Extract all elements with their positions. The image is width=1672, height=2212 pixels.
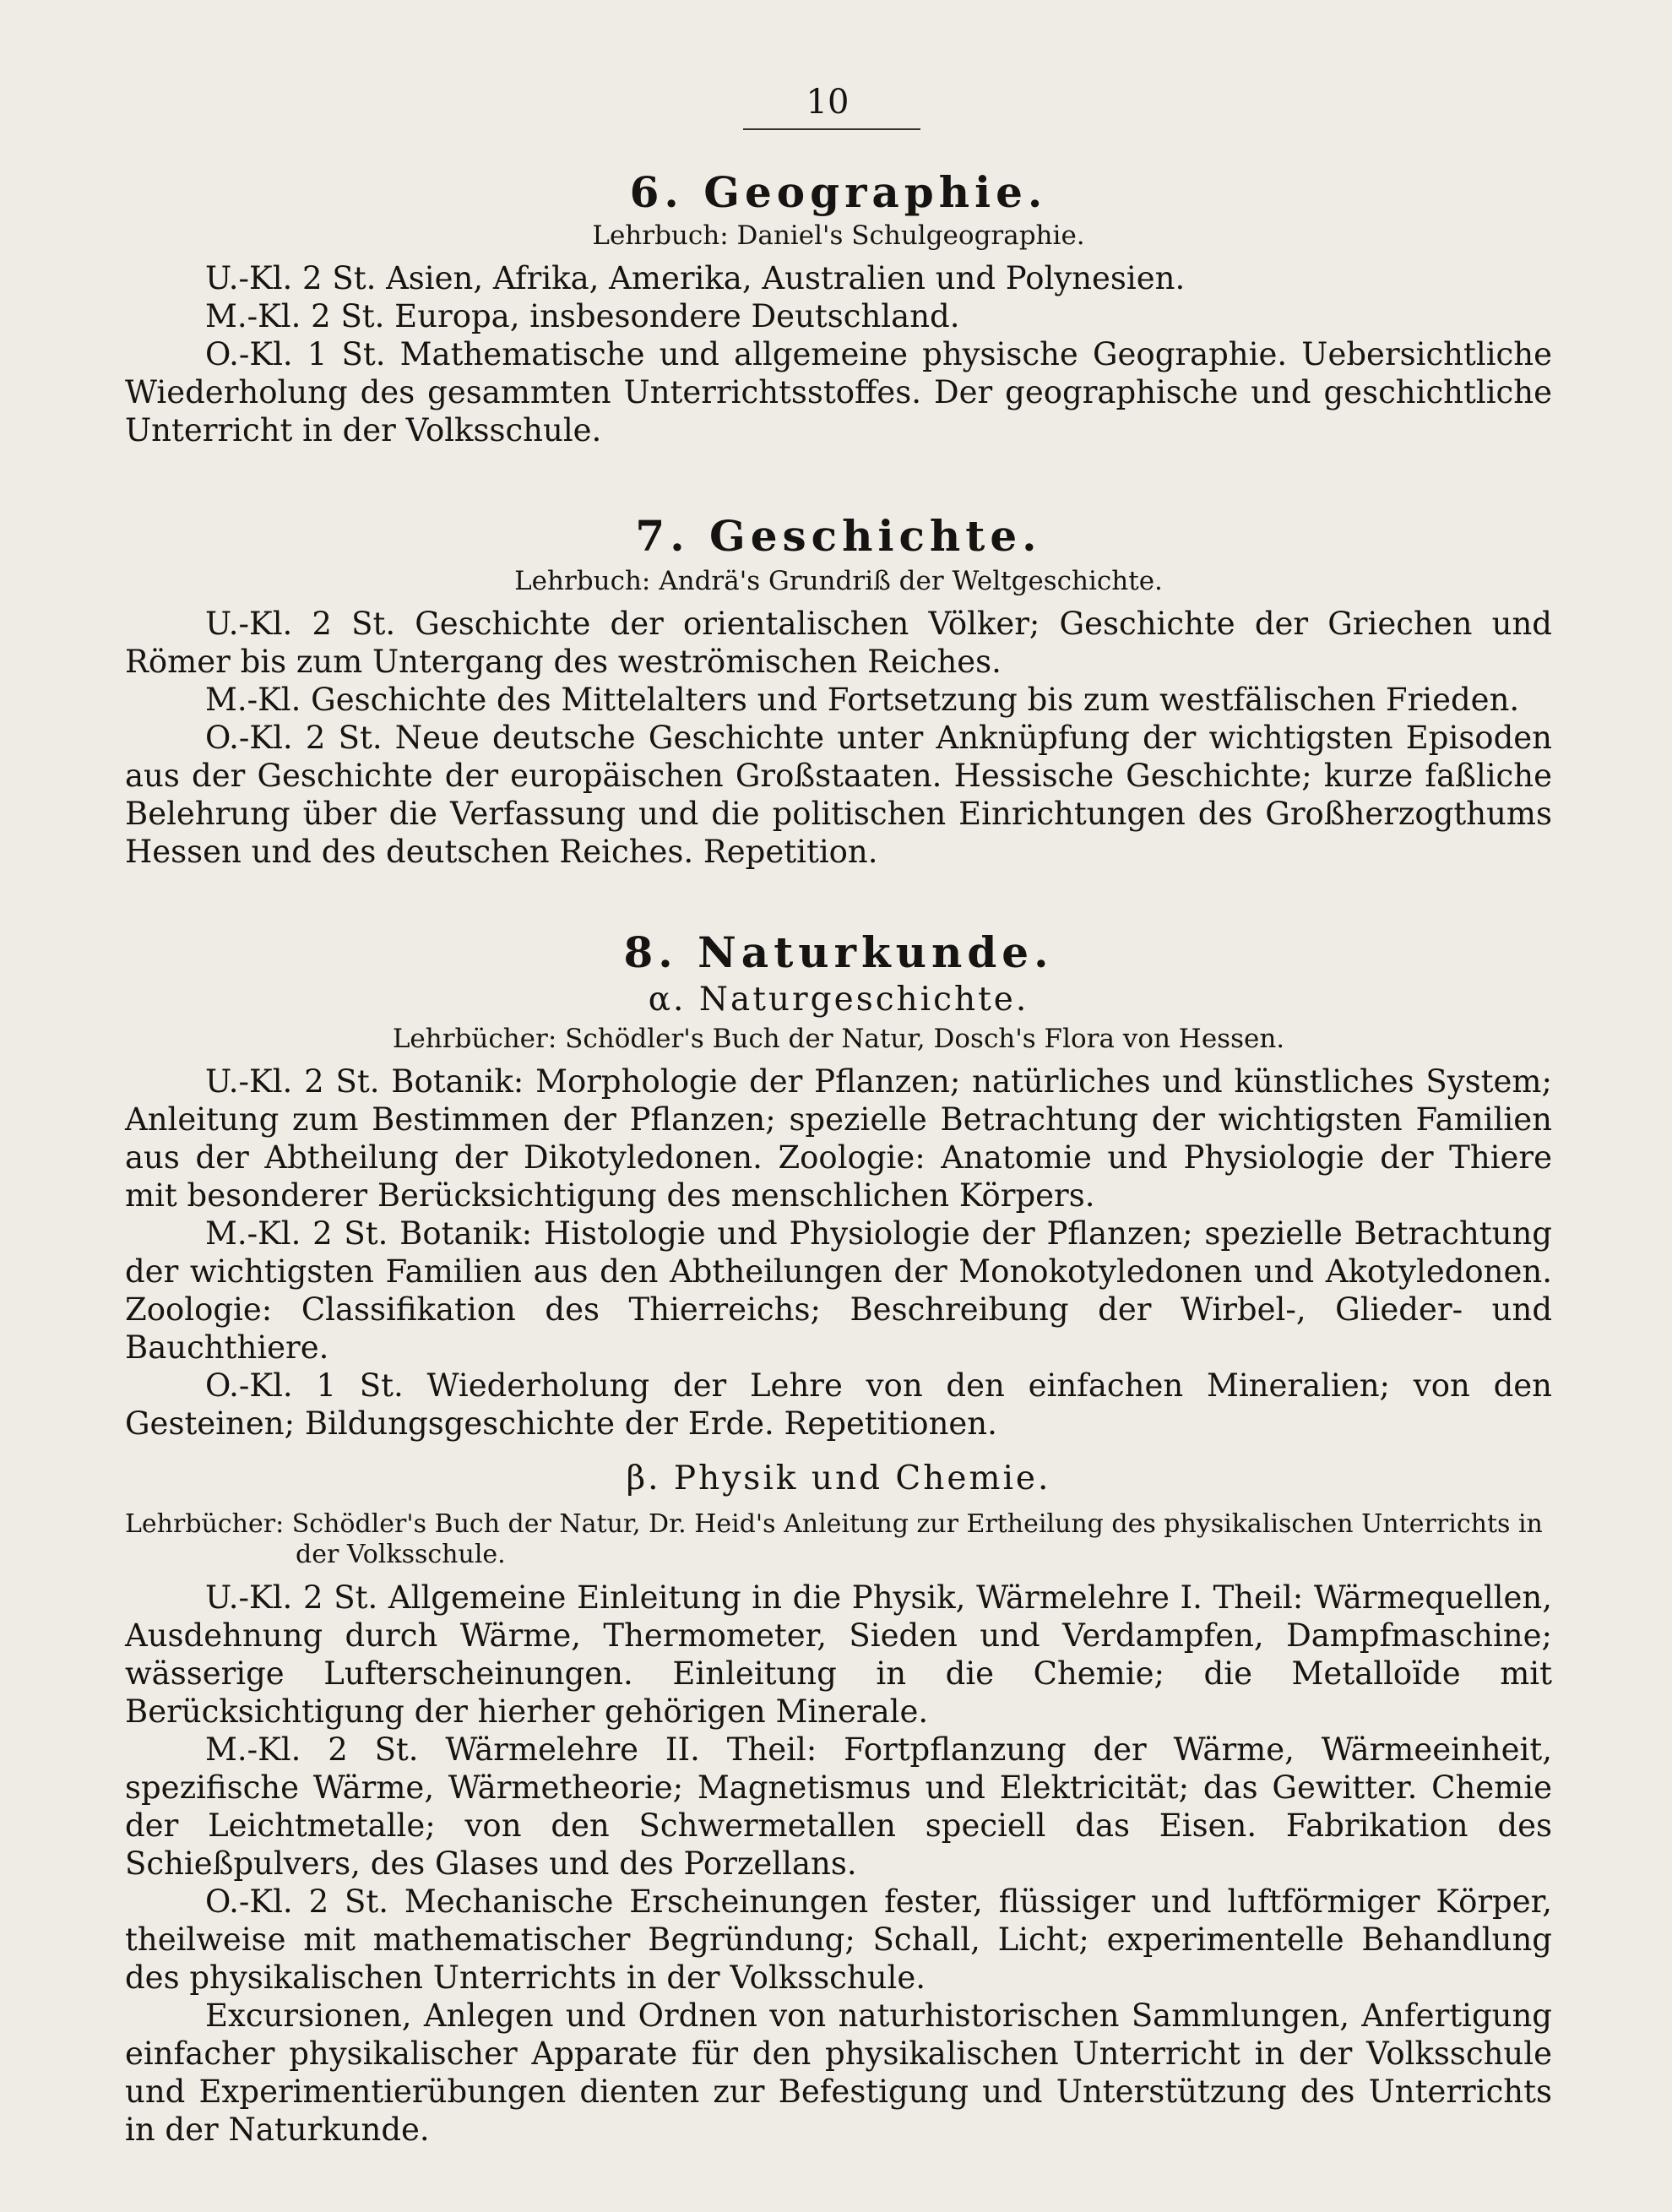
section-physik-chemie — [125, 1459, 1552, 2149]
physik-oberklasse: O.-Kl. 2 St. Mechanische Erscheinungen fester, flüssiger und luftförmiger Körper, theilweise mit mathematischer Begründung; Schall, Licht; experimentelle Behandlung des physikalischen Unterrichts in der Volksschule. — [125, 1883, 1552, 1996]
lehrbuch-geographie: Lehrbuch: Daniel's Schulgeographie. — [592, 220, 1085, 251]
geschichte-mittelklasse: M.-Kl. Geschichte des Mittelalters und Fortsetzung bis zum westfälischen Frieden. — [205, 682, 1520, 718]
geographie-oberklasse: O.-Kl. 1 St. Mathematische und allgemeine physische Geographie. Uebersichtliche Wiederholung des gesammten Unterrichtsstoffes. Der geographische und geschichtliche Unterricht in der Volksschule. — [125, 336, 1552, 448]
heading-geographie: 6. Geographie. — [629, 167, 1048, 217]
heading-physik-chemie: β. Physik und Chemie. — [626, 1459, 1051, 1497]
geschichte-unterklasse: U.-Kl. 2 St. Geschichte der orientalischen Völker; Geschichte der Griechen und Römer bis zum Untergang des weströmischen Reiches. — [125, 606, 1552, 680]
header-rule — [743, 128, 920, 130]
lehrbuch-physik-chemie: Lehrbücher: Schödler's Buch der Natur, Dr. Heid's Anleitung zur Ertheilung des physikalischen Unterrichts in der Volksschule. — [125, 1509, 1543, 1569]
physik-unterklasse: U.-Kl. 2 St. Allgemeine Einleitung in die Physik, Wärmelehre I. Theil: Wärmequellen, Ausdehnung durch Wärme, Thermometer, Sieden und Verdampfen, Dampfmaschine; wässerige Lufterscheinungen. Einleitung in die Chemie; die Metalloïde mit Berücksichtigung der hierher gehörigen Minerale. — [125, 1579, 1552, 1730]
heading-naturgeschichte: α. Naturgeschichte. — [648, 981, 1029, 1019]
excursionen-paragraph: Excursionen, Anlegen und Ordnen von naturhistorischen Sammlungen, Anfertigung einfacher physikalischer Apparate für den physikalischen Unterricht in der Volksschule und Experimentierübungen dienten zur Befestigung und Unterstützung des Unterrichts in der Naturkunde. — [125, 1997, 1552, 2148]
geschichte-oberklasse: O.-Kl. 2 St. Neue deutsche Geschichte unter Anknüpfung der wichtigsten Episoden aus der Geschichte der europäischen Großstaaten. Hessische Geschichte; kurze faßliche Belehrung über die Verfassung und die politischen Einrichtungen des Großherzogthums Hessen und des deutschen Reiches. Repetition. — [125, 720, 1552, 870]
section-geographie — [125, 167, 1552, 449]
heading-geschichte: 7. Geschichte. — [635, 511, 1042, 561]
lehrbuch-naturgeschichte: Lehrbücher: Schödler's Buch der Natur, Dosch's Flora von Hessen. — [392, 1024, 1285, 1054]
geographie-unterklasse: U.-Kl. 2 St. Asien, Afrika, Amerika, Australien und Polynesien. — [205, 260, 1186, 296]
naturgeschichte-unterklasse: U.-Kl. 2 St. Botanik: Morphologie der Pflanzen; natürliches und künstliches System; Anleitung zum Bestimmen der Pflanzen; spezielle Betrachtung der wichtigsten Familien aus der Abtheilung der Dikotyledonen. Zoologie: Anatomie und Physiologie der Thiere mit besonderer Berücksichtigung des menschlichen Körpers. — [125, 1063, 1552, 1214]
section-geschichte — [125, 511, 1552, 871]
naturgeschichte-mittelklasse: M.-Kl. 2 St. Botanik: Histologie und Physiologie der Pflanzen; spezielle Betrachtung der wichtigsten Familien aus den Abtheilungen der Monokotyledonen und Akotyledonen. Zoologie: Classifikation des Thierreichs; Beschreibung der Wirbel-, Glieder- und Bauchthiere. — [125, 1215, 1552, 1366]
page-number: 10 — [806, 83, 850, 122]
section-naturkunde — [125, 927, 1552, 1443]
physik-mittelklasse: M.-Kl. 2 St. Wärmelehre II. Theil: Fortpflanzung der Wärme, Wärmeeinheit, spezifische Wärme, Wärmetheorie; Magnetismus und Elektricität; das Gewitter. Chemie der Leichtmetalle; von den Schwermetallen speciell das Eisen. Fabrikation des Schießpulvers, des Glases und des Porzellans. — [125, 1731, 1552, 1882]
geographie-mittelklasse: M.-Kl. 2 St. Europa, insbesondere Deutschland. — [205, 298, 960, 334]
lehrbuch-geschichte: Lehrbuch: Andrä's Grundriß der Weltgeschichte. — [514, 566, 1163, 596]
heading-naturkunde: 8. Naturkunde. — [623, 927, 1054, 977]
naturgeschichte-oberklasse: O.-Kl. 1 St. Wiederholung der Lehre von den einfachen Mineralien; von den Gesteinen; Bildungsgeschichte der Erde. Repetitionen. — [125, 1367, 1552, 1442]
